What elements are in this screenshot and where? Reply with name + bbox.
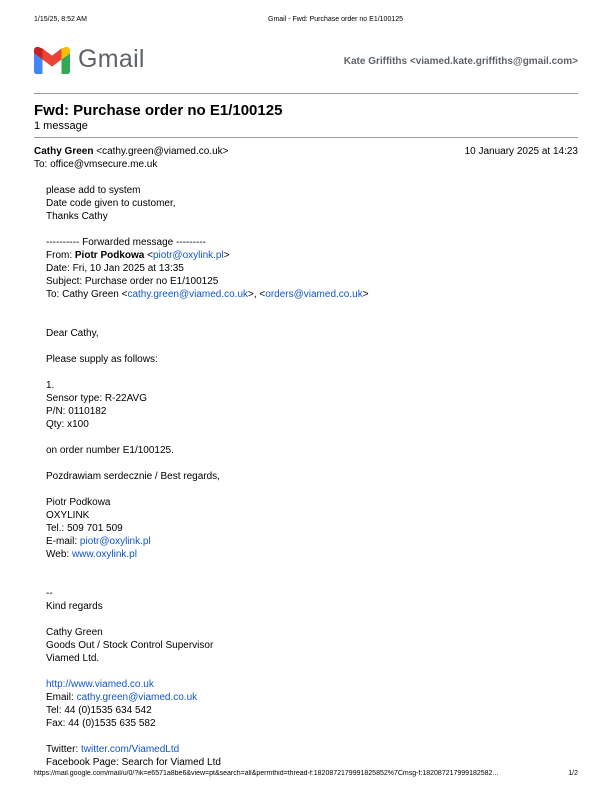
forward-orders-email-link[interactable]: orders@viamed.co.uk — [265, 289, 363, 300]
signature-company: OXYLINK — [46, 510, 90, 521]
kind-regards: Kind regards — [46, 601, 103, 612]
recipient-line: To: office@vmsecure.me.uk — [34, 159, 158, 170]
regards-line: Pozdrawiam serdecznie / Best regards, — [46, 471, 220, 482]
forward-from: From: Piotr Podkowa <piotr@oxylink.pl> — [46, 250, 230, 261]
forward-to: To: Cathy Green <cathy.green@viamed.co.uk>, <orders@viamed.co.uk> — [46, 289, 369, 300]
header-divider — [34, 93, 578, 94]
signature-email-link[interactable]: piotr@oxylink.pl — [79, 536, 151, 547]
cathy-tel: Tel: 44 (0)1535 634 542 — [46, 705, 152, 716]
account-name: Kate Griffiths <viamed.kate.griffiths@gmail.com> — [343, 56, 578, 67]
cathy-email: Email: cathy.green@viamed.co.uk — [46, 692, 198, 703]
item-number: 1. — [46, 380, 55, 391]
message-count: 1 message — [34, 120, 88, 132]
message-body — [46, 184, 369, 769]
cathy-company: Viamed Ltd. — [46, 653, 100, 664]
signature-email: E-mail: piotr@oxylink.pl — [46, 536, 151, 547]
intro-line: Thanks Cathy — [46, 211, 108, 222]
cathy-email-link[interactable]: cathy.green@viamed.co.uk — [76, 692, 198, 703]
cathy-twitter: Twitter: twitter.com/ViamedLtd — [46, 744, 180, 755]
forward-from-email-link[interactable]: piotr@oxylink.pl — [152, 250, 224, 261]
signature-name: Piotr Podkowa — [46, 497, 111, 508]
intro-line: please add to system — [46, 185, 141, 196]
print-datetime: 1/15/25, 8:52 AM — [34, 16, 87, 23]
sender-line — [34, 146, 229, 157]
supply-line: Please supply as follows: — [46, 354, 158, 365]
quantity: Qty: x100 — [46, 419, 89, 430]
print-page-number: 1/2 — [568, 770, 578, 777]
gmail-wordmark: Gmail — [78, 45, 145, 73]
message-date: 10 January 2025 at 14:23 — [464, 146, 578, 157]
cathy-facebook: Facebook Page: Search for Viamed Ltd — [46, 757, 221, 768]
thread-subject: Fwd: Purchase order no E1/100125 — [34, 102, 283, 119]
sensor-type: Sensor type: R-22AVG — [46, 393, 147, 404]
cathy-fax: Fax: 44 (0)1535 635 582 — [46, 718, 156, 729]
signature-separator: -- — [46, 588, 53, 599]
forward-divider: ---------- Forwarded message --------- — [46, 237, 206, 248]
sender-email: <cathy.green@viamed.co.uk> — [96, 146, 229, 157]
forward-subject: Subject: Purchase order no E1/100125 — [46, 276, 219, 287]
cathy-name: Cathy Green — [46, 627, 103, 638]
subject-divider — [34, 137, 578, 138]
signature-tel: Tel.: 509 701 509 — [46, 523, 123, 534]
signature-web: Web: www.oxylink.pl — [46, 549, 137, 560]
intro-line: Date code given to customer, — [46, 198, 176, 209]
sender-name: Cathy Green — [34, 146, 94, 157]
print-url: https://mail.google.com/mail/u/0/?ik=e6571a8be6&view=pt&search=all&permthid=thread-f:1820872179991825852%7Cmsg-f:182087217999182582... — [34, 770, 499, 777]
forward-to-email-link[interactable]: cathy.green@viamed.co.uk — [127, 289, 249, 300]
greeting: Dear Cathy, — [46, 328, 99, 339]
order-line: on order number E1/100125. — [46, 445, 174, 456]
gmail-logo-icon — [34, 47, 70, 74]
signature-web-link[interactable]: www.oxylink.pl — [71, 549, 137, 560]
forward-date: Date: Fri, 10 Jan 2025 at 13:35 — [46, 263, 184, 274]
print-title: Gmail - Fwd: Purchase order no E1/100125 — [268, 16, 404, 23]
viamed-website-link[interactable]: http://www.viamed.co.uk — [46, 679, 154, 690]
cathy-title: Goods Out / Stock Control Supervisor — [46, 640, 214, 651]
part-number: P/N: 0110182 — [46, 406, 107, 417]
twitter-link[interactable]: twitter.com/ViamedLtd — [81, 744, 180, 755]
